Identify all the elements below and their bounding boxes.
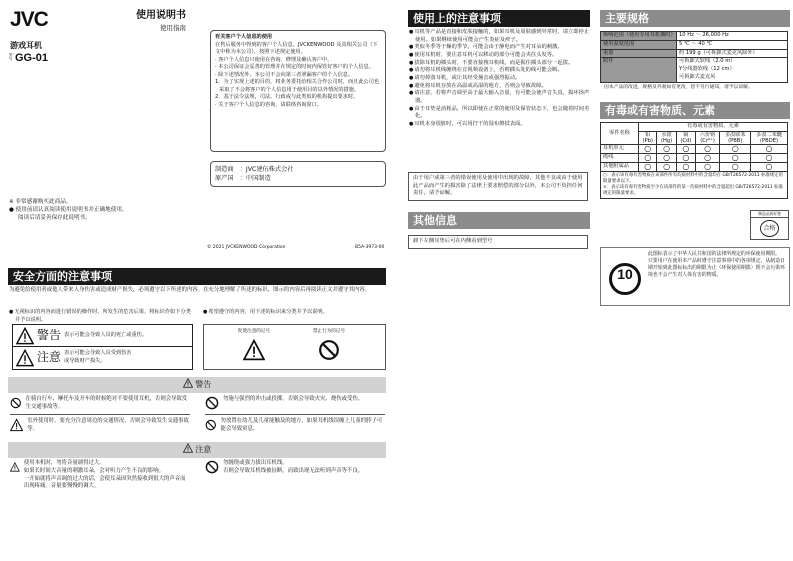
compliance-mark: ○ (695, 154, 720, 163)
compliance-mark: ○ (639, 145, 657, 154)
model-location-note: 卸下左侧耳垫后可在内侧看到型号 (408, 235, 588, 249)
hazard-row (601, 154, 788, 163)
hazard-table: 零件名称 有毒或有害物质、元素 铅 (Pb) 水银 (Hg) 镉 (Cd) 六价铬 (Cr⁶⁺) 多溴联苯 (PBB) 多溴二苯醚 (PBDE) 耳机单元 ○ ○ ○ ○ ○ ○ 缆线 ○ ○ ○ ○ ○ ○ 其他附属品 ○ ○ ○ ○ ○ ○ (600, 122, 788, 172)
spec-row: 附件 可拆卸式软线（2.0 m） Y分线器软线（12 cm） 可拆卸式麦克风 (601, 58, 788, 82)
safety-bullet-left: ● 无视标识的内容而进行错误的操作时，所发生的危害后果，将标识作如下分类并予以说明。 (9, 309, 194, 324)
doc-title: 使用说明书 (136, 10, 186, 21)
privacy-item: · 关于客户个人信息的咨询，请联络咨询窗口。 (215, 101, 323, 108)
eco-box (600, 247, 790, 306)
warning-triangle-icon (183, 378, 193, 388)
caution-triangle-icon (16, 349, 34, 367)
usage-item: ● 请勿掉落耳机，或让其经受撞击或强烈振动。 (409, 75, 590, 83)
safety-bullet-right: ● 希望遵守的内容，用下述的标识来分类并予以说明。 (203, 309, 388, 317)
usage-item: ● 避免将耳机存放在高温或高湿的地方，否则会导致故障。 (409, 83, 590, 91)
warning-triangle-icon (183, 443, 193, 453)
compliance-mark: ○ (751, 154, 788, 163)
substance-header: 镉 (Cd) (676, 131, 695, 144)
prohibition-icon (205, 396, 219, 410)
usage-item: ● 耳机等产品是直接和皮肤接触的，如果耳机及周肤感到异常时，请立即停止使用。如果继续使用可能会产生炎症及疹子。 (409, 29, 590, 44)
privacy-box (210, 30, 386, 152)
usage-item: ● 由于耳垫是消耗品，所以即使在正常的使用及保管状态下，也会随着时间劣化。 (409, 106, 590, 121)
origin-label: 原产国 (215, 175, 234, 183)
hazard-note-o: ○：表示该有毒有害物质在该部件所有均质材料中的含量均在 GB/T26572-2011 标准规定的限量要求以下。 (603, 173, 784, 185)
disclaimer-box: 由于用户或第三者的错误使用及使用中出现的故障、其他不良或由于使用此产品而产生的损害除了法律上要求赔偿的部分以外，本公司不负担任何责任，请予谅解。 (408, 172, 588, 201)
usage-item: ● 请注意，若将声音调至高于最大输入音量，有可能会使声音失真，损坏扬声器。 (409, 90, 590, 105)
keep-note: 阅读后请妥善保存此说明书。 (18, 215, 91, 222)
privacy-item: · 除下述情况外，本公司不会向第三者泄漏客户的个人信息。 (215, 71, 354, 78)
part-name: 耳机单元 (601, 145, 639, 154)
part-name: 其他附属品 (601, 163, 639, 172)
caution-item: 勿缠绕或强力拔出耳机线。 否则会导致耳机线被扯断，而致出现无法听到声音等不良。 (223, 460, 364, 474)
warning-triangle-icon (16, 327, 34, 345)
eco-period-icon: 10 (609, 263, 641, 295)
compliance-mark: ○ (639, 154, 657, 163)
hazard-title: 有毒或有害物质、元素 (600, 102, 790, 119)
usage-item: ● 使用耳机时，要注意耳机可以移动的部分可能会夹住头发等。 (409, 52, 590, 60)
specs-title: 主要规格 (600, 10, 790, 27)
compliance-mark: ○ (751, 163, 788, 172)
warning-triangle-icon (243, 339, 265, 361)
symbol-legend-box (203, 324, 386, 370)
doc-code: B5A-3973-00 (355, 245, 385, 250)
warning-item: 室外使用时，要充分注意周边的交通情况，否则会导致发生交通事故等。 (27, 418, 189, 432)
spec-row: 使用温度范围 5 ℃ ～ 40 ℃ (601, 40, 788, 49)
compliance-mark: ○ (657, 154, 676, 163)
copyright: © 2021 JVCKENWOOD Corporation (207, 245, 286, 250)
specs-note: · 因本产品的改进，规格及外观如有更改，恕不另行通知，请予以谅解。 (601, 85, 753, 90)
hazard-note-x: ×：表示该有毒有害物质至少在该部件的某一均质材料中的含量超出 GB/T26572-2011 标准规定的限量要求。 (603, 185, 783, 197)
warning-item: 勿施与强烈的冲击或投掷，否则会导致火灾、烧伤或受伤。 (223, 396, 364, 402)
usage-item: ● 拔除耳机的插头时，不要直接拽耳机线，而是握住插头部分一起拔。 (409, 60, 590, 68)
model-number: GG-01 (15, 52, 49, 64)
privacy-title: 有关客户个人信息的使用 (215, 34, 273, 40)
privacy-item: · 本公司保证会妥善的管理并在规定的时间内保管好客户的个人信息。 (215, 64, 374, 71)
model-label: 型号 (9, 53, 13, 61)
substance-header: 多溴二苯醚 (PBDE) (751, 131, 788, 144)
hazard-row (601, 145, 788, 154)
usage-item: ● 耳机本身很脏时，可以用拧干的湿布擦拭表面。 (409, 121, 590, 129)
maker-box (210, 161, 386, 187)
prohibition-icon (10, 396, 22, 410)
pass-stamp: 合格 (760, 220, 779, 237)
eco-text: 此图标表示了中华人民共和国的法律所规定的环保使用期限。 (648, 251, 781, 257)
usage-list (409, 29, 590, 129)
safety-title: 安全方面的注意事项 (8, 268, 386, 285)
warning-word: 警告 (37, 327, 62, 342)
safety-intro: 为避免给使用者或他人带来人身伤害或造成财产损失，必须遵守以下所述的内容。在充分地理解了所述的标识、图示的内容后再阅读正文并遵守其内容。 (9, 287, 371, 293)
substance-header: 水银 (Hg) (657, 131, 676, 144)
privacy-item: 2．基于法令法规，司法、行政或与此类似的机构提出要求时。 (215, 94, 359, 101)
warning-triangle-icon (10, 418, 23, 432)
divider (10, 414, 190, 415)
compliance-mark: ○ (720, 145, 751, 154)
spec-row: 重量 约 199 g（可拆卸式麦克风除外） (601, 49, 788, 58)
prohibition-icon (318, 339, 340, 361)
usage-title: 使用上的注意事项 (408, 10, 590, 27)
other-info-title: 其他信息 (408, 212, 590, 229)
privacy-intro: 在售后服务中得到的客户个人信息，JVCKENWOOD 及其相关公司（下文中称为本公司），按照下述规定使用。 (215, 41, 378, 56)
warning-desc: 表示可能会导致人员的死亡或重伤。 (64, 331, 148, 338)
hazard-row (601, 163, 788, 172)
caution-desc: 表示可能会导致人员受到伤害或导致财产损失。 (64, 349, 132, 364)
spec-row: 频响范围（使用专用耳机插时） 10 Hz ～ 26,000 Hz (601, 32, 788, 41)
compliance-mark: ○ (720, 154, 751, 163)
compliance-mark: ○ (695, 145, 720, 154)
substance-header: 铅 (Pb) (639, 131, 657, 144)
warning-triangle-icon (10, 460, 20, 474)
warning-bar: 警告 (8, 377, 386, 393)
prohibit-symbol-label: 禁止行为的记号 (312, 329, 346, 334)
privacy-item: · 客户个人信息只使用在咨询、修理及确认客户中。 (215, 56, 333, 63)
caution-item: 使用本机时，勿将音量调得过大。 如果长时间大音量的刺激耳朵，会对听力产生不良的影响。 一开始就将声音调的过大的话，会使耳朵因突然接收到很大的声音而出现疼痛。音量要慢慢的调大。 (23, 460, 186, 490)
compliance-mark: ○ (639, 163, 657, 172)
caution-bar: 注意 (8, 442, 386, 458)
usage-item: ● 类似冬季等干燥的季节，可能会由于静电而产生对耳朵的刺激。 (409, 44, 590, 52)
attention-symbol-label: 促使注意的记号 (237, 329, 271, 334)
specs-table (600, 31, 788, 83)
jvc-logo: JVC (10, 8, 48, 31)
usage-item: ● 请勿将耳机线缠绕在音视频设备上，否则插头处的线可能会断。 (409, 67, 590, 75)
compliance-mark: ○ (751, 145, 788, 154)
compliance-mark: ○ (676, 154, 695, 163)
warning-item: 勿放置在幼儿及儿童能触及的地方，如果耳机线误缠上儿童的脖子可能会导致窒息。 (220, 418, 383, 432)
doc-subtitle: 使用指南 (160, 23, 186, 32)
read-note: ● 使用前请认真阅读使用说明书并正确地使用。 (9, 207, 128, 214)
product-name: 游戏耳机 (10, 41, 42, 50)
thanks-note: ※ 非常感谢购买此商品。 (9, 199, 72, 205)
prohibition-icon (205, 460, 219, 474)
compliance-mark: ○ (676, 145, 695, 154)
compliance-mark: ○ (695, 163, 720, 172)
compliance-mark: ○ (657, 145, 676, 154)
qc-label: 制品品质标签 合格 (750, 210, 789, 240)
divider (205, 414, 385, 415)
compliance-mark: ○ (657, 163, 676, 172)
substance-header: 多溴联苯 (PBB) (720, 131, 751, 144)
signal-word-box (12, 324, 193, 370)
eco-text: 只要用户在使用本产品时遵守注意事项中的各项规定，从制造日期开始到此图标标出的期限为止（环保使用期限）既不会污染环境也不会产生对人体有害的物质。 (648, 258, 785, 279)
substance-header: 六价铬 (Cr⁶⁺) (695, 131, 720, 144)
maker-value: ：JVC建伍株式会社 (239, 166, 294, 173)
part-name: 缆线 (601, 154, 639, 163)
maker-label: 制造商 (215, 166, 234, 173)
prohibition-icon (205, 418, 217, 432)
caution-word: 注意 (37, 349, 62, 364)
compliance-mark: ○ (720, 163, 751, 172)
origin-value: ：中国制造 (239, 175, 271, 183)
privacy-item: 1．为了实现上述的目的，将业务委托给相关合作公司时，而且此公司也采取了不会将客户的个人信息用于使用目的以外情况的措施。 (215, 79, 380, 93)
warning-item: 在骑自行车、摩托车及开车的时候绝对不要使用耳机，否则会导致发生交通事故等。 (25, 396, 188, 410)
compliance-mark: ○ (676, 163, 695, 172)
